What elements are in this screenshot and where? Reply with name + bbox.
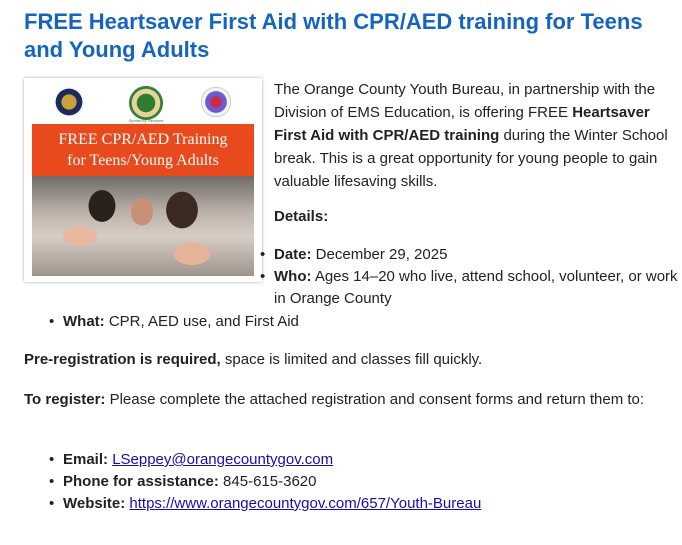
bullet-icon: • — [49, 495, 55, 512]
prereg-bold: Pre-registration is required, — [24, 351, 221, 368]
bullet-icon: • — [49, 451, 55, 468]
bullet-icon: • — [260, 268, 266, 285]
register-bold: To register: — [24, 391, 106, 408]
prereg-text: space is limited and classes fill quickly. — [220, 351, 483, 368]
register-instructions — [24, 389, 674, 411]
list-item-what — [49, 311, 663, 333]
contact-list — [49, 449, 663, 515]
details-heading: Details: — [274, 208, 329, 225]
preregistration-note — [24, 349, 674, 371]
stories-for-services-logo-icon — [129, 86, 163, 120]
list-item-email — [49, 449, 663, 471]
flyer-image[interactable] — [24, 78, 262, 282]
intro-training-name: Heartsaver First Aid with CPR/AED training — [274, 104, 650, 144]
intro-text-2: during the Winter School break. This is a great opportunity for young people to gain valuable lifesaving skills. — [274, 127, 668, 190]
date-value: December 29, 2025 — [311, 246, 448, 263]
who-label: Who: — [274, 268, 312, 285]
email-link[interactable]: LSeppey@orangecountygov.com — [112, 451, 334, 468]
phone-value: 845-615-3620 — [218, 473, 317, 490]
register-text: Please complete the attached registration and consent forms and return them to: — [105, 391, 645, 408]
flyer-banner-line1: FREE CPR/AED Training — [58, 131, 228, 148]
who-value: Ages 14–20 who live, attend school, volunteer, or work in Orange County — [274, 268, 678, 307]
date-label: Date: — [274, 246, 312, 263]
article-title: FREE Heartsaver First Aid with CPR/AED training for Teens and Young Adults — [24, 9, 643, 62]
what-label: What: — [63, 313, 105, 330]
bullet-icon: • — [49, 313, 55, 330]
intro-text-1: The Orange County Youth Bureau, in partnership with the Division of EMS Education, is offering FREE — [274, 81, 656, 121]
details-list-continued — [49, 311, 663, 333]
flyer-logo-strip — [24, 78, 262, 124]
intro-paragraph — [274, 78, 678, 193]
list-item-phone — [49, 471, 663, 493]
county-seal-icon — [54, 87, 84, 117]
ems-seal-icon — [201, 87, 231, 117]
list-item-website — [49, 493, 663, 515]
website-label: Website: — [63, 495, 126, 512]
bullet-icon: • — [260, 246, 266, 263]
list-item-who — [260, 266, 678, 310]
details-list — [260, 244, 678, 310]
what-value: CPR, AED use, and First Aid — [104, 313, 299, 330]
email-label: Email: — [63, 451, 109, 468]
flyer-photo — [32, 176, 254, 276]
flyer-banner-line2: for Teens/Young Adults — [67, 152, 219, 169]
flyer-banner — [32, 124, 254, 176]
phone-label: Phone for assistance: — [63, 473, 219, 490]
logo-caption: Stories for Services — [128, 118, 164, 123]
website-link[interactable]: https://www.orangecountygov.com/657/Youth-Bureau — [129, 495, 482, 512]
list-item-date — [260, 244, 678, 266]
bullet-icon: • — [49, 473, 55, 490]
